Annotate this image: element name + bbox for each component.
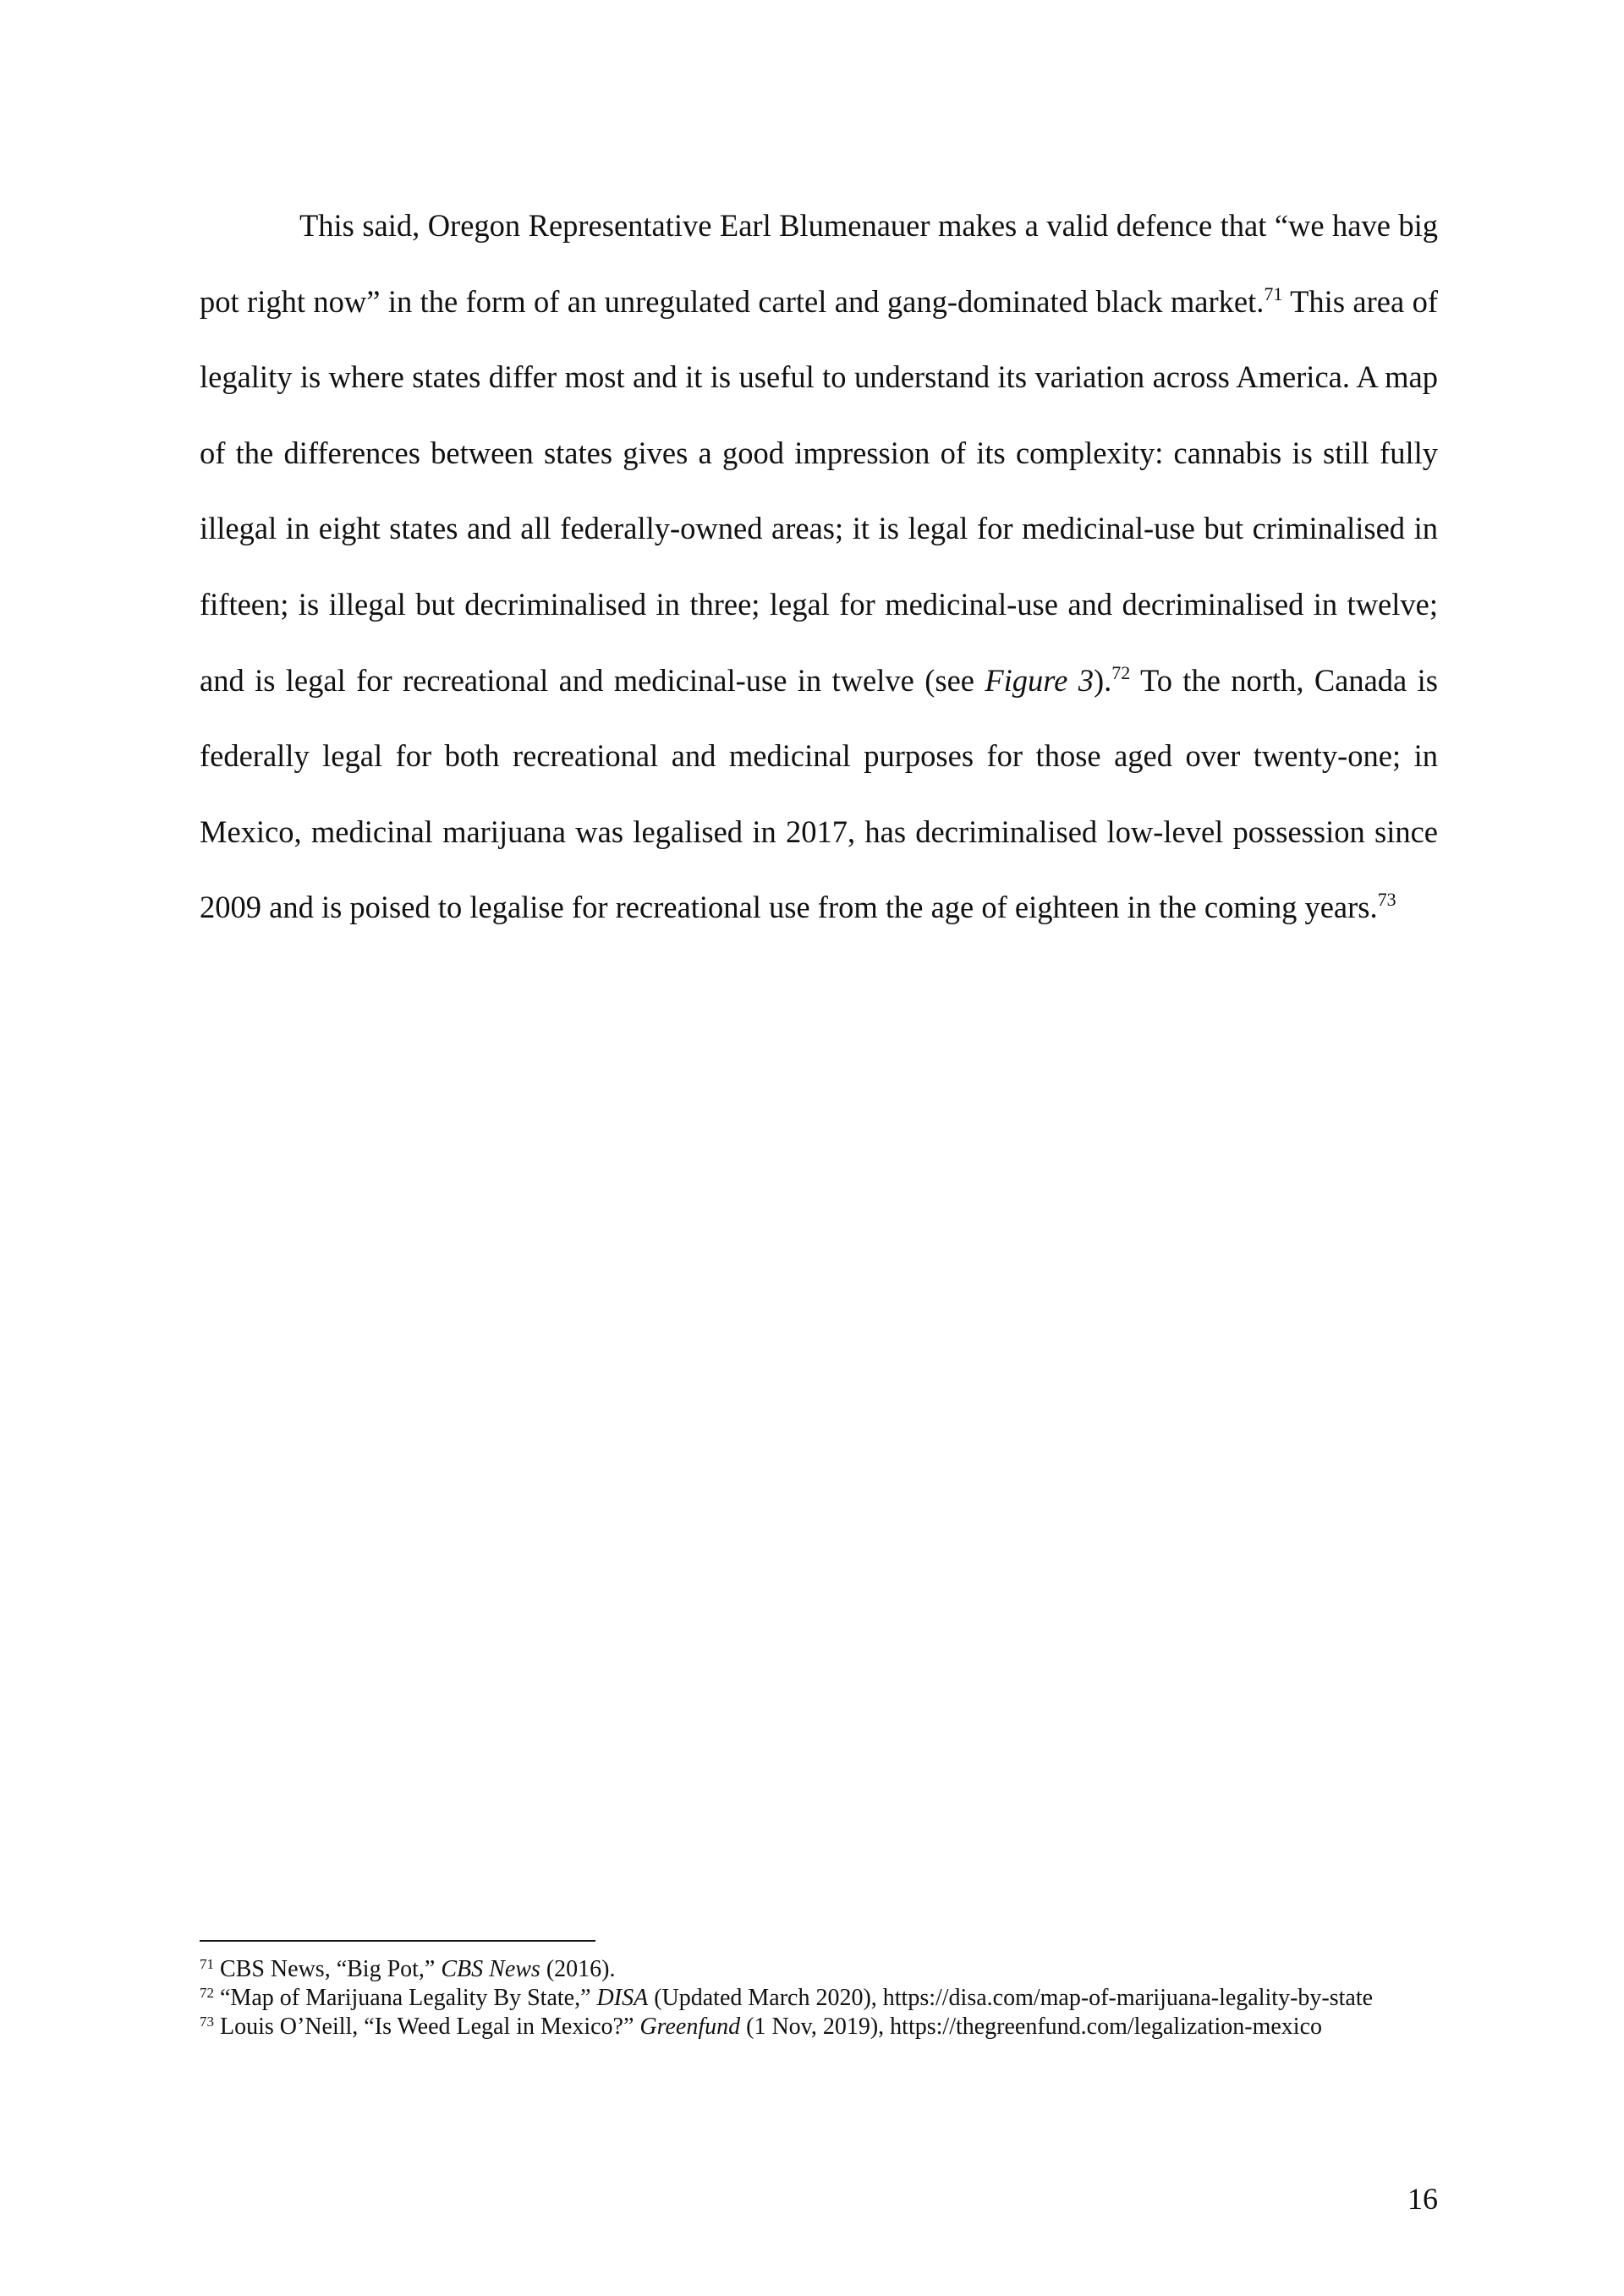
footnote-source-title: CBS News bbox=[441, 1956, 540, 1982]
footnote-source-title: DISA bbox=[596, 1985, 649, 2011]
body-text-segment-4: To the north, Canada is federally legal for both recreational and medicinal purposes for those aged over twenty-one; in Mexico, medicinal marijuana was legalised in 2017, has decriminalised low-level possession since 2009 and is poised to legalise for recreational use from the age of eighteen in the coming years. bbox=[200, 662, 1438, 925]
footnote-text: Louis O’Neill, “Is Weed Legal in Mexico?” bbox=[214, 2014, 640, 2040]
footnote-source-title: Greenfund bbox=[639, 2014, 741, 2040]
footnotes-list bbox=[200, 1955, 1435, 2041]
footnote-71 bbox=[200, 1955, 1435, 1984]
body-paragraph bbox=[200, 188, 1438, 945]
footnote-text: (1 Nov, 2019), https://thegreenfund.com/legalization-mexico bbox=[740, 2014, 1323, 2040]
footnote-number: 71 bbox=[200, 1956, 214, 1972]
footnote-text: (Updated March 2020), https://disa.com/map-of-marijuana-legality-by-state bbox=[648, 1985, 1374, 2011]
footnote-text: “Map of Marijuana Legality By State,” bbox=[214, 1985, 597, 2011]
footnote-ref-73[interactable]: 73 bbox=[1377, 889, 1396, 911]
footnote-ref-72[interactable]: 72 bbox=[1111, 661, 1131, 683]
footnote-separator bbox=[200, 1940, 595, 1942]
body-text-segment-2: This area of legality is where states differ most and it is useful to understand its variation across America. A map of the differences between states gives a good impression of its complexity: cannabis is still fully illegal in eight states and all federally-owned areas; it is legal for medicinal-use but criminalised in fifteen; is illegal but decriminalised in three; legal for medicinal-use and decriminalised in twelve; and is legal for recreational and medicinal-use in twelve (see bbox=[200, 283, 1438, 698]
footnote-text: (2016). bbox=[540, 1956, 616, 1982]
body-text-segment-1: This said, Oregon Representative Earl Blumenauer makes a valid defence that “we have big pot right now” in the form of an unregulated cartel and gang-dominated black market. bbox=[200, 208, 1438, 319]
figure-reference: Figure 3 bbox=[985, 662, 1094, 698]
footnote-73 bbox=[200, 2013, 1435, 2041]
page-number: 16 bbox=[1407, 2182, 1438, 2216]
footnote-number: 73 bbox=[200, 2014, 214, 2030]
footnote-number: 72 bbox=[200, 1985, 214, 2001]
footnote-text: CBS News, “Big Pot,” bbox=[214, 1956, 442, 1982]
footnote-ref-71[interactable]: 71 bbox=[1264, 282, 1283, 304]
body-text-segment-3: ). bbox=[1093, 662, 1112, 698]
footnote-72 bbox=[200, 1984, 1435, 2013]
